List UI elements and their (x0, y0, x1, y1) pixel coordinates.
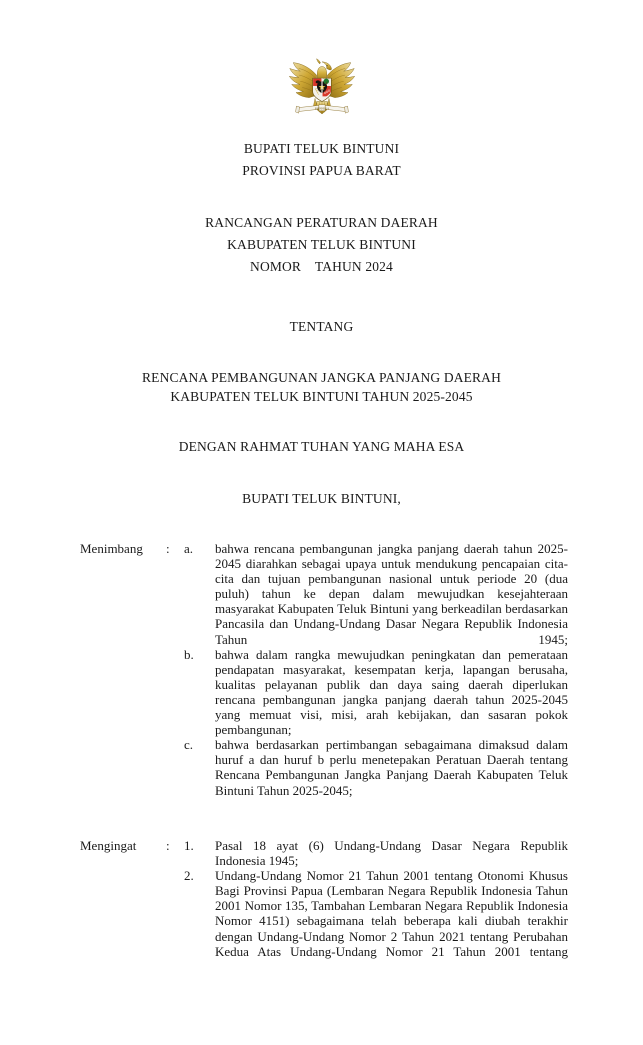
item-marker: 1. (184, 838, 194, 853)
heading-line: KABUPATEN TELUK BINTUNI (227, 237, 416, 252)
item-marker: 2. (184, 868, 194, 884)
clause-first-row (80, 838, 568, 959)
heading-line: RENCANA PEMBANGUNAN JANGKA PANJANG DAERAH (142, 370, 501, 385)
signatory-heading (0, 488, 643, 510)
heading-line: BUPATI TELUK BINTUNI (243, 141, 400, 156)
item-text: bahwa rencana pembangunan jangka panjang daerah tahun 2025-2045 diarahkan sebagai upaya untuk mendukung pencapaian cita-cita dan tujuan pembangunan nasional untuk periode 20 (dua puluh) tahun ke depan dalam mewujudkan kesejahteraan masyarakat Kabupaten Teluk Bintuni yang berkeadilan berdasarkan Pancasila dan Undang-Undang Dasar Negara Republik Indonesia Tahun 1945; (215, 541, 568, 647)
clause-label-menimbang: Menimbang (80, 541, 143, 556)
item-text: bahwa berdasarkan pertimbangan sebagaimana dimaksud dalam huruf a dan huruf b perlu menetepakan Peratuan Daerah tentang Rencana Pembangunan Jangka Panjang Daerah Kabupaten Teluk Bintuni Tahun 2025-2045; (215, 737, 568, 798)
regent-province-heading (0, 138, 643, 182)
regulation-number-line: NOMOR TAHUN 2024 (250, 259, 393, 274)
list-item (184, 868, 568, 959)
heading-line: BUPATI TELUK BINTUNI, (242, 491, 401, 506)
clause-colon: : (166, 541, 170, 556)
blessing-line (0, 436, 643, 458)
about-keyword (0, 316, 643, 338)
clause-item-list (184, 541, 568, 798)
clause-label-mengingat: Mengingat (80, 838, 137, 853)
list-item (184, 838, 568, 868)
heading-line: RANCANGAN PERATURAN DAERAH (205, 215, 438, 230)
svg-text:BHINNEKA: BHINNEKA (314, 107, 329, 111)
item-marker: c. (184, 737, 194, 753)
list-item (184, 541, 568, 647)
item-text: Pasal 18 ayat (6) Undang-Undang Dasar Negara Republik Indonesia 1945; (215, 838, 568, 869)
clause-colon: : (166, 838, 170, 853)
regulation-subject-title (0, 368, 643, 406)
considering-clause (80, 541, 568, 798)
clause-first-row (80, 541, 568, 798)
clause-item-list (184, 838, 568, 959)
recalling-clause (80, 838, 568, 959)
garuda-pancasila-emblem (283, 58, 361, 124)
heading-line: DENGAN RAHMAT TUHAN YANG MAHA ESA (178, 439, 465, 454)
regulation-identity-heading (0, 212, 643, 278)
heading-line: TENTANG (289, 319, 354, 334)
heading-line: KABUPATEN TELUK BINTUNI TAHUN 2025-2045 (170, 389, 473, 404)
item-text: bahwa dalam rangka mewujudkan peningkatan dan pemerataan pendapatan masyarakat, kesempatan kerja, lapangan berusaha, kualitas pelayanan publik dan daya saing daerah diperlukan rencana pembangunan jangka panjang daerah tahun 2025-2045 yang memuat visi, misi, arah kebijakan, dan sasaran pokok pembangunan; (215, 646, 568, 738)
item-marker: a. (184, 541, 194, 556)
item-marker: b. (184, 646, 194, 662)
heading-line: PROVINSI PAPUA BARAT (242, 163, 401, 178)
item-text: Undang-Undang Nomor 21 Tahun 2001 tentang Otonomi Khusus Bagi Provinsi Papua (Lembaran Negara Republik Indonesia Tahun 2001 Nomor 135, Tambahan Lembaran Negara Republik Indonesia Nomor 4151) sebagaimana telah beberapa kali diubah terakhir dengan Undang-Undang Nomor 2 Tahun 2021 tentang Perubahan Kedua Atas Undang-Undang Nomor 21 Tahun 2001 tentang (215, 868, 568, 959)
list-item (184, 647, 568, 738)
list-item (184, 737, 568, 797)
emblem-container (0, 58, 643, 124)
